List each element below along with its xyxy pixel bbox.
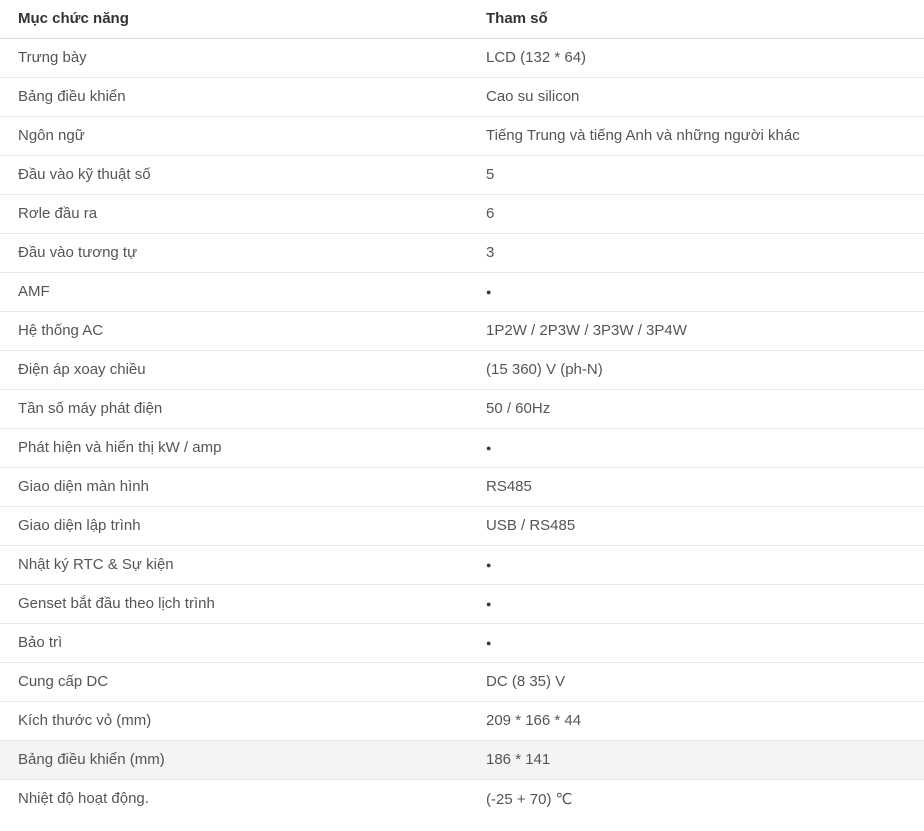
param-cell: 1P2W / 2P3W / 3P3W / 3P4W (486, 311, 924, 350)
param-cell: ● (486, 428, 924, 467)
table-row (0, 389, 924, 428)
table-row (0, 623, 924, 662)
feature-cell: Điện áp xoay chiều (0, 350, 486, 389)
param-cell: ● (486, 584, 924, 623)
feature-cell: Đầu vào kỹ thuật số (0, 155, 486, 194)
table-row (0, 428, 924, 467)
table-row (0, 701, 924, 740)
feature-cell: Cung cấp DC (0, 662, 486, 701)
table-row (0, 350, 924, 389)
param-cell: ● (486, 545, 924, 584)
feature-cell: Tần số máy phát điện (0, 389, 486, 428)
table-row (0, 155, 924, 194)
param-cell: ● (486, 272, 924, 311)
feature-cell: Giao diện lập trình (0, 506, 486, 545)
param-cell: 6 (486, 194, 924, 233)
param-cell: LCD (132 * 64) (486, 38, 924, 77)
table-row (0, 311, 924, 350)
table-row (0, 506, 924, 545)
param-cell: RS485 (486, 467, 924, 506)
table-row (0, 116, 924, 155)
param-cell: Tiếng Trung và tiếng Anh và những người khác (486, 116, 924, 155)
feature-cell: Rơle đầu ra (0, 194, 486, 233)
param-cell: 5 (486, 155, 924, 194)
feature-cell: Bảng điều khiển (mm) (0, 740, 486, 779)
param-cell: 3 (486, 233, 924, 272)
param-cell: Cao su silicon (486, 77, 924, 116)
table-row (0, 272, 924, 311)
param-cell: 209 * 166 * 44 (486, 701, 924, 740)
table-row (0, 77, 924, 116)
spec-table-body (0, 38, 924, 818)
feature-cell: Đầu vào tương tự (0, 233, 486, 272)
param-cell: 186 * 141 (486, 740, 924, 779)
param-cell: 50 / 60Hz (486, 389, 924, 428)
table-row (0, 467, 924, 506)
param-cell: (15 360) V (ph-N) (486, 350, 924, 389)
column-header-feature: Mục chức năng (0, 0, 486, 38)
table-row (0, 779, 924, 818)
header-row (0, 0, 924, 38)
feature-cell: Bảng điều khiển (0, 77, 486, 116)
table-row (0, 584, 924, 623)
feature-cell: Giao diện màn hình (0, 467, 486, 506)
feature-cell: AMF (0, 272, 486, 311)
feature-cell: Ngôn ngữ (0, 116, 486, 155)
table-row (0, 662, 924, 701)
param-cell: ● (486, 623, 924, 662)
feature-cell: Kích thước vỏ (mm) (0, 701, 486, 740)
table-row (0, 233, 924, 272)
feature-cell: Trưng bày (0, 38, 486, 77)
param-cell: DC (8 35) V (486, 662, 924, 701)
param-cell: USB / RS485 (486, 506, 924, 545)
spec-table-header (0, 0, 924, 38)
table-row (0, 545, 924, 584)
feature-cell: Hệ thống AC (0, 311, 486, 350)
column-header-param: Tham số (486, 0, 924, 38)
param-cell: (-25 + 70) ℃ (486, 790, 573, 808)
table-row (0, 194, 924, 233)
table-row (0, 740, 924, 779)
table-row (0, 38, 924, 77)
feature-cell: Nhật ký RTC & Sự kiện (0, 545, 486, 584)
feature-cell: Bảo trì (0, 623, 486, 662)
feature-cell: Genset bắt đầu theo lịch trình (0, 584, 486, 623)
feature-cell: Phát hiện và hiển thị kW / amp (0, 428, 486, 467)
feature-cell: Nhiệt độ hoạt động. (18, 790, 149, 808)
